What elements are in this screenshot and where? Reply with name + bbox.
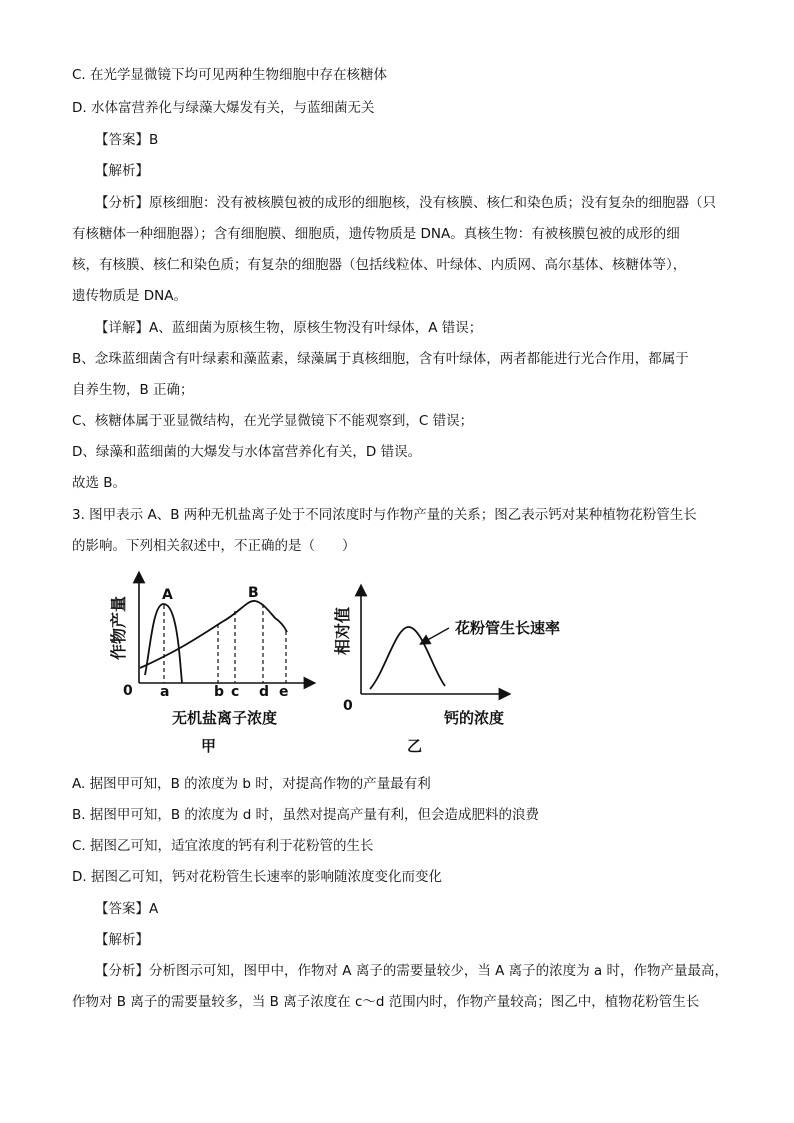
jia-peak-a-label: A: [162, 587, 173, 603]
jia-tick-e: e: [279, 684, 289, 700]
jia-origin: 0: [123, 683, 133, 699]
jia-ylabel: 作物产量: [109, 595, 128, 660]
detail-line: 【详解】A、蓝细菌为原核生物，原核生物没有叶绿体，A 错误；: [95, 320, 483, 336]
analysis-line: 核，有核膜、核仁和染色质；有复杂的细胞器（包括线粒体、叶绿体、内质网、高尔基体、核糖体等），: [72, 257, 687, 273]
detail-line: B、念珠蓝细菌含有叶绿素和藻蓝素，绿藻属于真核细胞，含有叶绿体，两者都能进行光合作用，都属于: [72, 351, 689, 367]
question-3-line: 3. 图甲表示 A、B 两种无机盐离子处于不同浓度时与作物产量的关系；图乙表示钙对某种植物花粉管生长: [72, 507, 697, 523]
analysis-line: 【分析】原核细胞：没有被核膜包被的成形的细胞核，没有核膜、核仁和染色质；没有复杂的细胞器（只: [95, 195, 716, 211]
answer-label: 【答案】B: [95, 132, 159, 148]
analysis-line: 【分析】分析图示可知，图甲中，作物对 A 离子的需要量较少，当 A 离子的浓度为 a 时，作物产量最高，: [95, 963, 728, 979]
jia-peak-b-label: B: [248, 585, 259, 601]
analysis-line: 遗传物质是 DNA。: [72, 288, 188, 304]
answer-label: 【答案】A: [95, 901, 159, 917]
curve-pointer: [424, 628, 449, 642]
question-3-line: 的影响。下列相关叙述中，不正确的是（ ）: [72, 538, 356, 554]
jia-tick-c: c: [231, 684, 240, 700]
jia-tick-d: d: [259, 684, 270, 700]
choice-c: C. 据图乙可知，适宜浓度的钙有利于花粉管的生长: [72, 838, 374, 854]
analysis-heading: 【解析】: [95, 932, 149, 948]
option-c: C. 在光学显微镜下均可见两种生物细胞中存在核糖体: [72, 67, 388, 83]
jia-tick-b: b: [214, 684, 225, 700]
analysis-line: 有核糖体一种细胞器）；含有细胞膜、细胞质，遗传物质是 DNA。真核生物：有被核膜包被的成形的细: [72, 226, 680, 242]
choose-line: 故选 B。: [72, 475, 127, 491]
detail-line: C、核糖体属于亚显微结构，在光学显微镜下不能观察到，C 错误；: [72, 413, 474, 429]
graph-jia: [109, 577, 310, 755]
option-d: D. 水体富营养化与绿藻大爆发有关，与蓝细菌无关: [72, 100, 375, 116]
analysis-line: 作物对 B 离子的需要量较多，当 B 离子浓度在 c～d 范围内时，作物产量较高；图乙中，植物花粉管生长: [72, 994, 700, 1010]
jia-tick-a: a: [160, 684, 170, 700]
jia-caption: 甲: [201, 737, 217, 755]
detail-line: D、绿藻和蓝细菌的大爆发与水体富营养化有关，D 错误。: [72, 444, 422, 460]
yi-caption: 乙: [407, 737, 423, 755]
choice-a: A. 据图甲可知，B 的浓度为 b 时，对提高作物的产量最有利: [72, 776, 431, 792]
choice-b: B. 据图甲可知，B 的浓度为 d 时，虽然对提高产量有利，但会造成肥料的浪费: [72, 807, 540, 823]
detail-line: 自养生物，B 正确；: [72, 382, 194, 398]
graph-yi: [333, 590, 560, 755]
curve-b: [140, 601, 287, 668]
curve-pollen: [370, 627, 445, 689]
yi-curve-label: 花粉管生长速率: [455, 619, 561, 637]
curve-a: [145, 604, 182, 683]
analysis-heading: 【解析】: [95, 163, 149, 179]
yi-ylabel: 相对值: [333, 606, 352, 655]
yi-xlabel: 钙的浓度: [444, 709, 505, 727]
yi-origin: 0: [343, 698, 353, 714]
jia-xlabel: 无机盐离子浓度: [172, 709, 278, 727]
choice-d: D. 据图乙可知，钙对花粉管生长速率的影响随浓度变化而变化: [72, 869, 442, 885]
